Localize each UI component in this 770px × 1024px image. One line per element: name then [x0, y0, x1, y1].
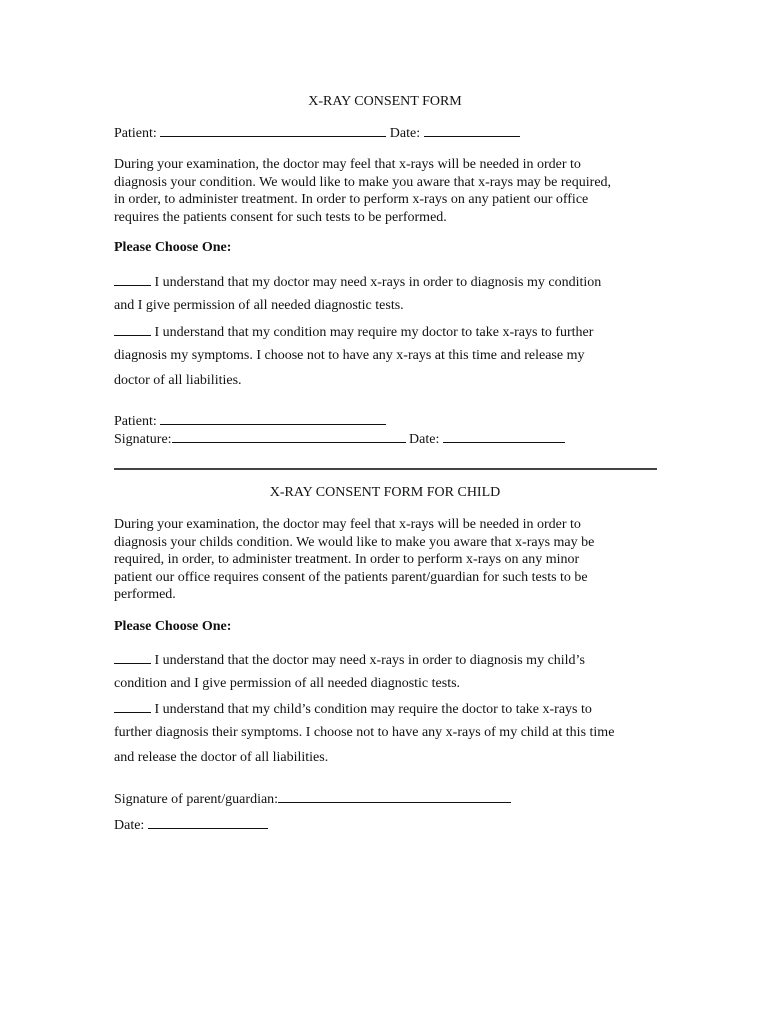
paragraph-line: diagnosis your childs condition. We would like to make you aware that x-rays may be [114, 534, 595, 550]
option-1-text: I understand that my doctor may need x-rays in order to diagnosis my condition [154, 275, 602, 290]
guardian-signature-row [114, 790, 511, 808]
intro-paragraph [114, 156, 664, 226]
child-option-1-checkbox-blank[interactable] [114, 651, 151, 664]
option-2-text: I understand that my condition may require my doctor to take x-rays to further [154, 325, 594, 340]
child-date-row [114, 816, 268, 834]
child-option-2-text-cont: and release the doctor of all liabilities. [114, 750, 329, 765]
section-divider [114, 468, 657, 470]
child-option-2-checkbox-blank[interactable] [114, 700, 151, 713]
option-2-text-cont: diagnosis my symptoms. I choose not to have any x-rays at this time and release my [114, 348, 585, 363]
child-option-1-row [114, 651, 585, 669]
option-1-row [114, 273, 601, 291]
sig-date-label: Date: [409, 432, 440, 447]
patient-date-row [114, 124, 520, 142]
choose-heading: Please Choose One: [114, 240, 232, 255]
patient-name-field[interactable] [160, 124, 386, 137]
sig-patient-label: Patient: [114, 414, 157, 429]
option-2-checkbox-blank[interactable] [114, 323, 151, 336]
signature-field[interactable] [172, 430, 406, 443]
patient-label: Patient: [114, 126, 157, 141]
signature-patient-row [114, 412, 386, 430]
child-option-2-text: I understand that my child’s condition may require the doctor to take x-rays to [154, 702, 592, 717]
signature-label: Signature: [114, 432, 172, 447]
guardian-sig-label: Signature of parent/guardian: [114, 792, 279, 807]
option-1-checkbox-blank[interactable] [114, 273, 151, 286]
child-intro-paragraph [114, 516, 664, 604]
child-option-1-text-cont: condition and I give permission of all needed diagnostic tests. [114, 676, 461, 691]
date-field[interactable] [424, 124, 520, 137]
paragraph-line: patient our office requires consent of the patients parent/guardian for such tests to be [114, 569, 588, 585]
child-option-1-text: I understand that the doctor may need x-rays in order to diagnosis my child’s [154, 653, 585, 668]
child-choose-heading: Please Choose One: [114, 619, 232, 634]
option-2-row [114, 323, 593, 341]
signature-row [114, 430, 565, 448]
child-date-field[interactable] [148, 816, 268, 829]
child-option-2-text-cont: further diagnosis their symptoms. I choose not to have any x-rays of my child at this time [114, 725, 615, 740]
paragraph-line: During your examination, the doctor may feel that x-rays will be needed in order to [114, 157, 581, 172]
child-form-title: X-RAY CONSENT FORM FOR CHILD [269, 485, 501, 500]
form-title: X-RAY CONSENT FORM [308, 94, 462, 109]
option-2-text-cont: doctor of all liabilities. [114, 373, 242, 388]
paragraph-line: diagnosis your condition. We would like to make you aware that x-rays may be required, [114, 174, 612, 190]
date-label: Date: [389, 126, 421, 141]
sig-patient-field[interactable] [160, 412, 386, 425]
option-1-text-cont: and I give permission of all needed diagnostic tests. [114, 298, 404, 313]
paragraph-line: requires the patients consent for such tests to be performed. [114, 209, 447, 225]
guardian-sig-field[interactable] [278, 790, 511, 803]
sig-date-field[interactable] [443, 430, 565, 443]
child-date-label: Date: [114, 818, 145, 833]
child-option-2-row [114, 700, 592, 718]
paragraph-line: required, in order, to administer treatment. In order to perform x-rays on any minor [114, 552, 580, 567]
paragraph-line: performed. [114, 587, 176, 602]
paragraph-line: in order, to administer treatment. In order to perform x-rays on any patient our office [114, 192, 589, 207]
paragraph-line: During your examination, the doctor may feel that x-rays will be needed in order to [114, 517, 581, 532]
